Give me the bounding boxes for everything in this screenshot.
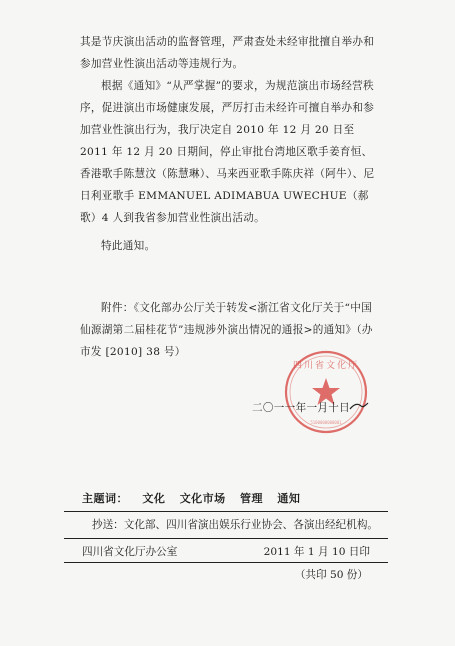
issue-date: 二〇一一年一月十日 — [252, 402, 351, 414]
subject-word: 通知 — [277, 492, 301, 505]
issuer-row — [64, 539, 388, 563]
copies-count: （共印 50 份） — [294, 569, 368, 581]
attachment-text: 附件：《文化部办公厅关于转发<浙江省文化厅关于“中国仙源湖第二届桂花节”违规涉外演出情况的通报>的通知》（办市发 [2010] 38 号） — [80, 302, 373, 358]
svg-text:四川省文化厅: 四川省文化厅 — [292, 361, 360, 371]
official-seal-icon — [282, 348, 370, 436]
print-date: 2011 年 1 月 10 日印 — [263, 546, 370, 558]
subject-label: 主题词： — [82, 492, 128, 505]
cc-row — [64, 512, 388, 539]
paragraph-continuation: 其是节庆演出活动的监督管理，严肃查处未经审批擅自举办和参加营业性演出活动等违规行为。 — [80, 36, 375, 70]
cc-recipients: 文化部、四川省演出娱乐行业协会、各演出经纪机构。 — [123, 519, 379, 531]
cc-label: 抄送： — [92, 519, 124, 531]
paragraph-decision: 根据《通知》“从严掌握”的要求，为规范演出市场经营秩序，促进演出市场健康发展，严厉打击未经许可擅自举办和参加营业性演出行为，我厅决定自 2010 年 12 月 20 日至 2011 年 12 月 20 日期间，停止审批台湾地区歌手姜育恒、香港歌手陈慧汶（陈慧琳）、马来西亚歌手陈庆祥（阿牛）、尼日利亚歌手 EMMANUEL ADIMABUA UWECHUE（郝歌）4 人到我省参加营业性演出活动。 — [80, 80, 375, 224]
subject-words-row — [64, 490, 388, 512]
paragraph-closing: 特此通知。 — [101, 240, 156, 252]
subject-word: 管理 — [240, 492, 264, 505]
subject-word: 文化 — [142, 492, 166, 505]
document-footer — [64, 490, 388, 582]
handwritten-mark-icon — [348, 400, 370, 414]
subject-word: 文化市场 — [179, 492, 226, 505]
notice-body — [80, 31, 375, 257]
issuer-name: 四川省文化厅办公室 — [82, 546, 178, 558]
svg-text:5100000000001: 5100000000001 — [310, 420, 342, 425]
